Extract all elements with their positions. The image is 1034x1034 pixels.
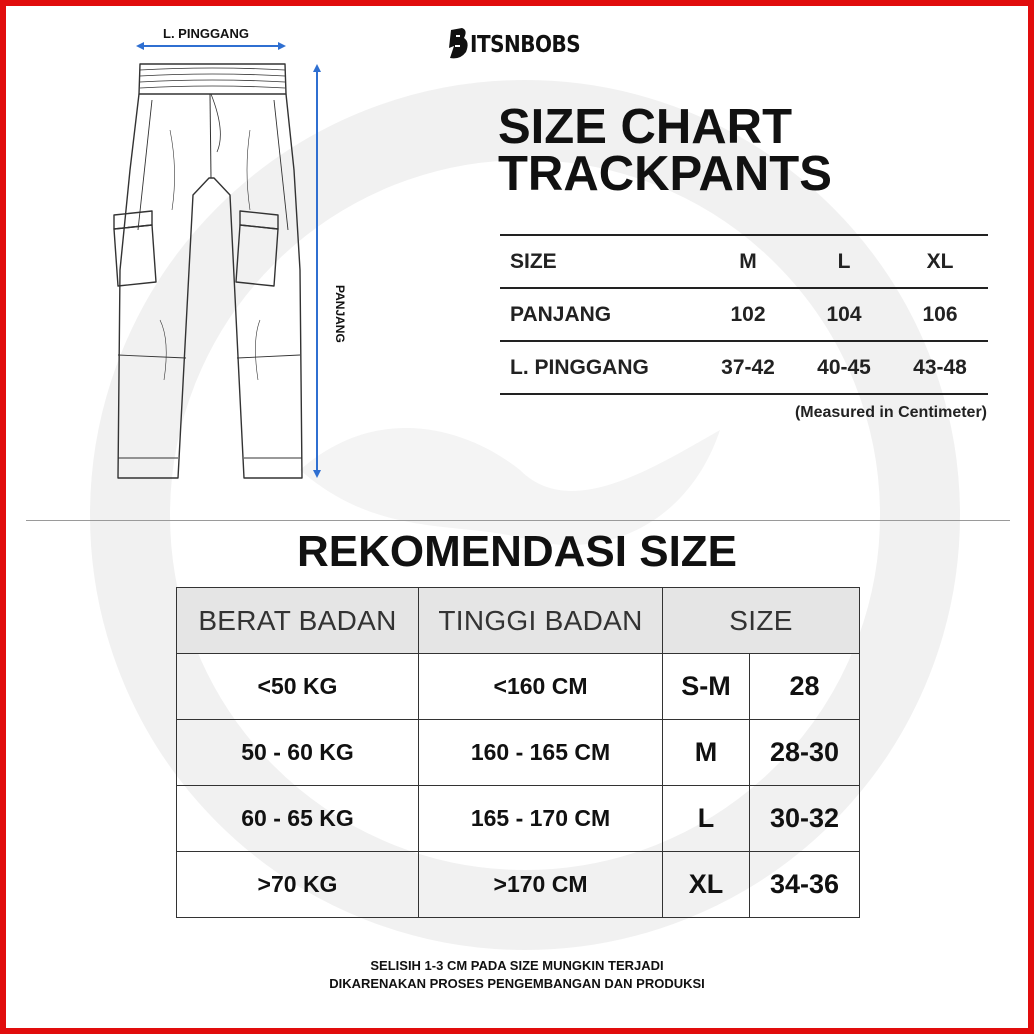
table-row: [177, 720, 860, 786]
footer-note-line1: SELISIH 1-3 CM PADA SIZE MUNGKIN TERJADI: [370, 958, 664, 973]
size-cell: M: [663, 720, 750, 786]
size-number-cell: 28-30: [750, 720, 860, 786]
size-cell: L: [663, 786, 750, 852]
size-chart-row-panjang: [500, 288, 988, 341]
header-weight: BERAT BADAN: [177, 588, 419, 654]
cell-value: 104: [796, 288, 892, 341]
waist-label: L. PINGGANG: [163, 26, 249, 41]
size-number-cell: 34-36: [750, 852, 860, 918]
header-size: SIZE: [500, 235, 700, 288]
row-label: PANJANG: [500, 288, 700, 341]
cell-value: 40-45: [796, 341, 892, 394]
height-cell: 160 - 165 CM: [419, 720, 663, 786]
unit-note: (Measured in Centimeter): [794, 404, 987, 421]
size-chart-title-line1: SIZE CHART: [498, 100, 792, 154]
weight-cell: 50 - 60 KG: [177, 720, 419, 786]
row-label: L. PINGGANG: [500, 341, 700, 394]
size-number-cell: 28: [750, 654, 860, 720]
cell-value: 43-48: [892, 341, 988, 394]
weight-cell: 60 - 65 KG: [177, 786, 419, 852]
header-m: M: [700, 235, 796, 288]
cell-value: 102: [700, 288, 796, 341]
recommendation-title: REKOMENDASI SIZE: [296, 527, 738, 576]
header-xl: XL: [892, 235, 988, 288]
cell-value: 106: [892, 288, 988, 341]
footer-note-line2: DIKARENAKAN PROSES PENGEMBANGAN DAN PRODUKSI: [329, 976, 705, 991]
brand-logo: [448, 24, 580, 64]
footer-note: [0, 957, 1034, 993]
weight-cell: >70 KG: [177, 852, 419, 918]
weight-cell: <50 KG: [177, 654, 419, 720]
size-cell: S-M: [663, 654, 750, 720]
size-chart-title-line2: TRACKPANTS: [498, 147, 832, 201]
brand-name: ITSNBOBS: [470, 30, 581, 58]
size-chart-header-row: [500, 235, 988, 288]
size-cell: XL: [663, 852, 750, 918]
length-label: PANJANG: [333, 285, 347, 343]
table-row: [177, 654, 860, 720]
cell-value: 37-42: [700, 341, 796, 394]
height-cell: 165 - 170 CM: [419, 786, 663, 852]
size-chart-row-pinggang: [500, 341, 988, 394]
header-height: TINGGI BADAN: [419, 588, 663, 654]
height-cell: <160 CM: [419, 654, 663, 720]
b-brush-logo-icon: [448, 26, 470, 62]
recommendation-table: [176, 587, 860, 918]
height-cell: >170 CM: [419, 852, 663, 918]
header-l: L: [796, 235, 892, 288]
table-row: [177, 852, 860, 918]
recommendation-header-row: [177, 588, 860, 654]
header-size: SIZE: [663, 588, 860, 654]
size-number-cell: 30-32: [750, 786, 860, 852]
size-chart-table: [500, 234, 988, 395]
table-row: [177, 786, 860, 852]
trackpants-diagram: [90, 20, 350, 490]
section-divider: [26, 520, 1010, 521]
size-chart-title: [498, 100, 832, 201]
